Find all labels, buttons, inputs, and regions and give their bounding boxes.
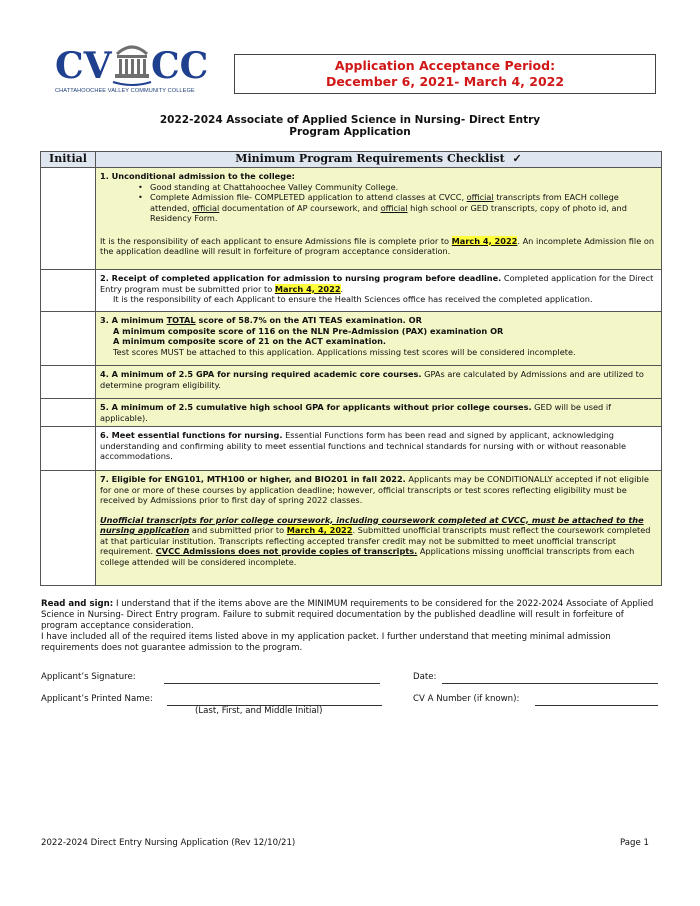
list-item: • Complete Admission file- COMPLETED application to attend classes at CVCC, official transcripts from EACH college attended, official documentation of AP coursework, and official high school or GED transcripts, copy of photo id, and Residency Form.: [130, 192, 655, 224]
program-subtitle: Program Application: [289, 126, 411, 138]
requirement-5: 5. A minimum of 2.5 cumulative high school GPA for applicants without prior college courses. GED will be used if applicable).: [96, 399, 662, 427]
logo-caption: CHATTAHOOCHEE VALLEY COMMUNITY COLLEGE: [55, 88, 195, 94]
table-row: [41, 399, 662, 427]
date-label: Date:: [413, 672, 437, 682]
table-row: [41, 427, 662, 471]
date-field[interactable]: [442, 683, 658, 684]
printed-name-hint: (Last, First, and Middle Initial): [195, 706, 323, 716]
initial-box-4[interactable]: [41, 366, 96, 399]
initial-column-header: Initial: [41, 152, 96, 168]
acceptance-period-box: [234, 54, 656, 94]
acceptance-period-label: Application Acceptance Period:: [334, 58, 556, 73]
initial-box-5[interactable]: [41, 399, 96, 427]
deadline-date: March 4, 2022: [274, 283, 341, 294]
cva-number-field[interactable]: [535, 705, 658, 706]
program-title: 2022-2024 Associate of Applied Science in Nursing- Direct Entry: [159, 114, 541, 126]
requirement-6: 6. Meet essential functions for nursing. Essential Functions form has been read and signed by applicant, acknowledging understanding and confirming ability to meet essential functions and technical standards for nursing with or without reasonable accommodations.: [96, 427, 662, 471]
requirements-checklist-table: [40, 151, 662, 586]
deadline-date: March 4, 2022: [286, 525, 353, 535]
initial-box-6[interactable]: [41, 427, 96, 471]
checkmark-icon: ✓: [512, 152, 522, 165]
footer-page-number: Page 1: [620, 838, 650, 848]
logo-emblem-icon: [55, 42, 210, 88]
requirement-1-note: It is the responsibility of each applicant to ensure Admissions file is complete prior to March 4, 2022. An incomplete Admission file on the application deadline will result in forfeiture of program acceptance consideration.: [100, 235, 655, 256]
cva-number-label: CV A Number (if known):: [413, 694, 520, 704]
applicant-signature-label: Applicant’s Signature:: [41, 672, 136, 682]
table-row: [41, 270, 662, 312]
initial-box-1[interactable]: [41, 168, 96, 270]
initial-box-3[interactable]: [41, 312, 96, 366]
requirement-4: 4. A minimum of 2.5 GPA for nursing required academic core courses. GPAs are calculated by Admissions and are utilized to determine program eligibility.: [96, 366, 662, 399]
footer-form-revision: 2022-2024 Direct Entry Nursing Application (Rev 12/10/21): [41, 838, 296, 848]
table-row: [41, 366, 662, 399]
requirement-7: 7. Eligible for ENG101, MTH100 or higher, and BIO201 in fall 2022. Applicants may be CONDITIONALLY accepted if not eligible for one or more of these courses by application deadline; however, official transcripts or test scores reflecting eligibility must be received by Admissions prior to first day of spring 2022 classes. Unofficial transcripts for prior college coursework, including coursework completed at CVCC, must be attached to the nursing application and submitted prior to March 4, 2022. Submitted unofficial transcripts must reflect the coursework completed at that particular institution. Transcripts reflecting accepted transfer credit may not be submitted to meet unofficial transcript requirement. CVCC Admissions does not provide copies of transcripts. Applications missing unofficial transcripts from each college attended will be considered incomplete.: [96, 471, 662, 586]
table-row: [41, 312, 662, 366]
building-icon: [113, 47, 151, 85]
checklist-column-header: Minimum Program Requirements Checklist ✓: [96, 152, 662, 168]
table-row: [41, 168, 662, 270]
initial-box-2[interactable]: [41, 270, 96, 312]
requirement-2: 2. Receipt of completed application for admission to nursing program before deadline. Completed application for the Direct Entry program must be submitted prior to March 4, 2022. It is the responsibility of each Applicant to ensure the Health Sciences office has received the completed application.: [96, 270, 662, 312]
applicant-signature-field[interactable]: [164, 683, 380, 684]
requirement-1-heading: 1. Unconditional admission to the college:: [100, 171, 295, 181]
requirement-1: [96, 168, 662, 270]
deadline-date: March 4, 2022: [451, 235, 518, 246]
printed-name-label: Applicant’s Printed Name:: [41, 694, 153, 704]
logo-right-letters: CC: [151, 45, 209, 87]
list-item: • Good standing at Chattahoochee Valley Community College.: [130, 182, 655, 193]
initial-box-7[interactable]: [41, 471, 96, 586]
read-and-sign-statement: Read and sign: I understand that if the items above are the MINIMUM requirements to be considered for the 2022-2024 Associate of Applied Science in Nursing- Direct Entry program. Failure to submit required documentation by the published deadline will result in forfeiture of program acceptance consideration. I have included all of the required items listed above in my application packet. I further understand that meeting minimal admission requirements does not guarantee admission to the program.: [41, 599, 654, 653]
acceptance-period-dates: December 6, 2021- March 4, 2022: [325, 74, 565, 89]
requirement-1-bullets: [100, 182, 655, 224]
table-header-row: [41, 152, 662, 168]
logo-left-letters: CV: [55, 45, 112, 87]
requirement-3: 3. A minimum TOTAL score of 58.7% on the ATI TEAS examination. OR A minimum composite score of 116 on the NLN Pre-Admission (PAX) examination OR A minimum composite score of 21 on the ACT examination. Test scores MUST be attached to this application. Applications missing test scores will be considered incomplete.: [96, 312, 662, 366]
table-row: [41, 471, 662, 586]
